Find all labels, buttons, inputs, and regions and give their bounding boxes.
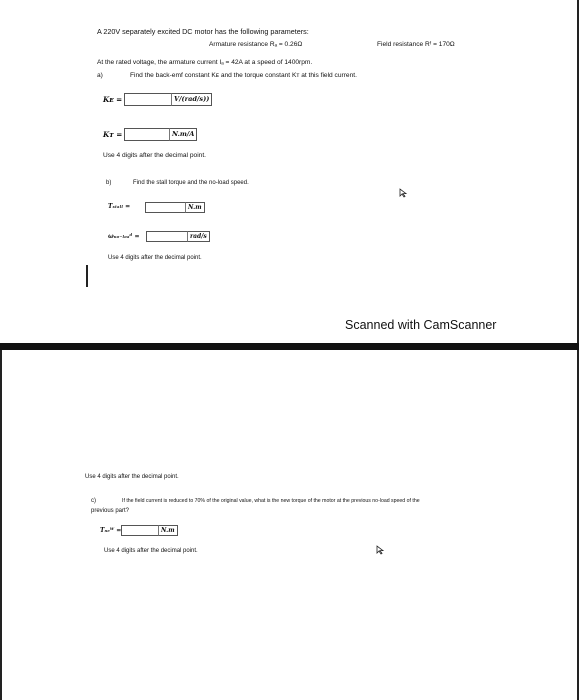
rated-condition-text: At the rated voltage, the armature current Iₐ = 42A at a speed of 1400rpm. — [97, 59, 313, 66]
scanned-page-2 — [0, 350, 579, 700]
kt-label: Kᴛ = — [103, 130, 123, 139]
part-c-question: If the field current is reduced to 70% of the original value, what is the new torque of the motor at the previous no-load speed of the — [122, 498, 420, 504]
part-a-question: Find the back-emf constant Kᴇ and the torque constant Kᴛ at this field current. — [130, 72, 357, 79]
wnoload-answer-input[interactable] — [146, 231, 188, 242]
digits-note: Use 4 digits after the decimal point. — [104, 548, 198, 554]
kt-unit: N.m/A — [169, 128, 197, 141]
wnoload-label: ωₙₒ₋ₗₒₐᵈ = — [108, 233, 140, 240]
mouse-cursor-icon — [376, 545, 386, 555]
ke-label: Kᴇ = — [103, 95, 123, 104]
kt-answer-input[interactable] — [124, 128, 170, 141]
digits-note: Use 4 digits after the decimal point. — [108, 255, 202, 261]
scan-edge-mark — [86, 265, 88, 287]
tstall-answer-input[interactable] — [145, 202, 186, 213]
scanned-page-1 — [0, 0, 579, 343]
tstall-unit: N.m — [185, 202, 205, 213]
part-b-label: b) — [106, 180, 112, 186]
ke-unit: V/(rad/s)) — [171, 93, 212, 106]
tnew-label: Tₙₑᵂ = — [100, 527, 122, 534]
digits-note: Use 4 digits after the decimal point. — [85, 474, 179, 480]
page-separator — [0, 343, 579, 350]
ke-answer-input[interactable] — [124, 93, 172, 106]
top-edge-fragment — [50, 0, 550, 10]
part-b-question: Find the stall torque and the no-load speed. — [133, 180, 249, 186]
mouse-cursor-icon — [399, 188, 409, 198]
digits-note: Use 4 digits after the decimal point. — [103, 152, 206, 159]
problem-intro: A 220V separately excited DC motor has the following parameters: — [97, 27, 309, 36]
tstall-label: Tₛₜₐₗₗ = — [108, 203, 131, 210]
field-resistance-text: Field resistance Rᶠ = 170Ω — [377, 41, 455, 48]
armature-resistance-text: Armature resistance Rₐ = 0.26Ω — [209, 41, 303, 48]
tnew-unit: N.m — [158, 525, 178, 536]
part-c-label: c) — [91, 498, 96, 504]
part-a-label: a) — [97, 72, 103, 79]
wnoload-unit: rad/s — [187, 231, 210, 242]
tnew-answer-input[interactable] — [121, 525, 159, 536]
camscanner-watermark: Scanned with CamScanner — [345, 318, 497, 332]
part-c-question-continued: previous part? — [91, 508, 130, 514]
